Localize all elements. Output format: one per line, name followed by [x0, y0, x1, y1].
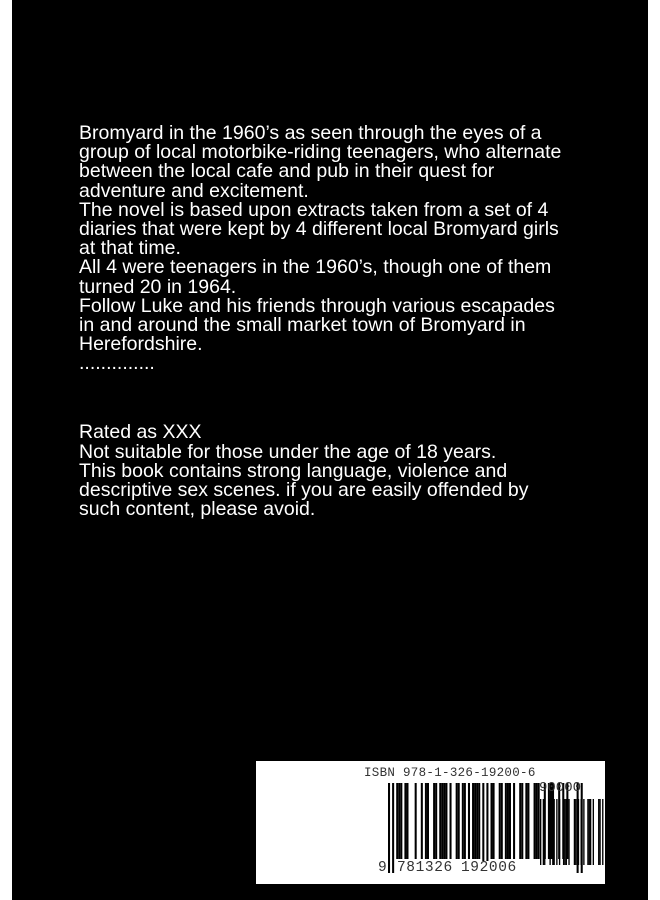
- barcode-bar: [388, 783, 390, 873]
- barcode-bar: [491, 783, 493, 859]
- isbn-barcode: [256, 761, 605, 884]
- barcode-bar: [435, 783, 437, 859]
- addon-bar: [556, 799, 557, 865]
- barcode-bar: [404, 783, 406, 859]
- barcode-bar: [527, 783, 529, 859]
- addon-bar: [544, 799, 545, 865]
- blurb-line: adventure and excitement.: [79, 179, 309, 202]
- barcode-bar: [513, 783, 515, 859]
- addon-bar: [575, 799, 576, 865]
- blurb-line: All 4 were teenagers in the 1960’s, though one of them: [79, 256, 552, 279]
- addon-bar: [568, 799, 569, 865]
- barcode-bar: [462, 783, 464, 859]
- blurb-line: ..............: [79, 352, 155, 375]
- barcode-bar: [468, 783, 470, 859]
- addon-bar: [598, 799, 599, 865]
- addon-bar: [559, 799, 560, 865]
- barcode-bar: [400, 783, 402, 859]
- barcode-bar: [519, 783, 521, 859]
- blurb-line: diaries that were kept by 4 different local Bromyard girls: [79, 217, 559, 240]
- barcode-bar: [392, 783, 394, 873]
- addon-bar: [549, 799, 550, 865]
- barcode-bar: [521, 783, 523, 859]
- barcode-bar: [474, 783, 476, 859]
- barcode-bar: [456, 783, 458, 859]
- ean-left-digits: 781326: [397, 860, 453, 876]
- ean-right-digits: 192006: [461, 860, 517, 876]
- addon-bar: [602, 799, 603, 865]
- ean-first-digit: 9: [378, 860, 387, 876]
- blurb-line: in and around the small market town of Bromyard in: [79, 313, 526, 336]
- addon-bar: [590, 799, 591, 865]
- rating-line: such content, please avoid.: [79, 498, 316, 521]
- blurb-line: Bromyard in the 1960’s as seen through the eyes of a: [79, 122, 542, 144]
- blurb-line: Herefordshire.: [79, 333, 203, 356]
- barcode-bar: [421, 783, 423, 859]
- addon-bar: [554, 799, 555, 865]
- spacer: [79, 373, 561, 423]
- rating-line: Not suitable for those under the age of 18 years.: [79, 440, 497, 463]
- barcode-bar: [509, 783, 511, 859]
- barcode-bar: [501, 783, 503, 859]
- barcode-bar: [493, 783, 495, 859]
- barcode-bar: [536, 783, 538, 859]
- blurb-line: group of local motorbike-riding teenagers, who alternate: [79, 141, 562, 164]
- barcode-bar: [505, 783, 507, 859]
- addon-bar: [566, 799, 567, 865]
- addon-bar: [563, 799, 564, 865]
- barcode-bar: [398, 783, 400, 859]
- barcode-bar: [406, 783, 408, 859]
- blurb-line: turned 20 in 1964.: [79, 275, 237, 298]
- blurb-line: Follow Luke and his friends through various escapades: [79, 294, 555, 317]
- blurb-line: at that time.: [79, 237, 181, 260]
- barcode-bar: [478, 783, 480, 859]
- barcode-bar: [525, 783, 527, 859]
- barcode-bar: [425, 783, 427, 859]
- addon-bar: [581, 799, 582, 865]
- addon-bar: [593, 799, 594, 865]
- barcode-bar: [507, 783, 509, 859]
- addon-bar: [583, 799, 584, 865]
- barcode-bar: [415, 783, 417, 859]
- addon-bar: [574, 799, 575, 865]
- rating-line: This book contains strong language, violence and: [79, 459, 508, 482]
- addon-bar: [552, 799, 553, 865]
- barcode-bar: [472, 783, 474, 859]
- barcode-bar: [534, 783, 536, 859]
- isbn-label: ISBN 978-1-326-19200-6: [364, 766, 536, 780]
- barcode-bar: [427, 783, 429, 859]
- rating-line: descriptive sex scenes. if you are easily offended by: [79, 479, 529, 501]
- addon-bar: [587, 799, 588, 865]
- rating-line: Rated as XXX: [79, 421, 202, 444]
- barcode-bar: [396, 783, 398, 859]
- addon-bar: [599, 799, 600, 865]
- barcode-bar: [476, 783, 478, 859]
- blurb-text: [79, 124, 561, 519]
- barcode-bar: [450, 783, 452, 859]
- barcode-bar: [458, 783, 460, 859]
- addon-bar: [540, 799, 541, 865]
- barcode-bar: [433, 783, 435, 859]
- barcode-bar: [439, 783, 441, 859]
- addon-bar: [564, 799, 565, 865]
- addon-number: 90000: [539, 780, 582, 796]
- barcode-bar: [443, 783, 445, 859]
- barcode-bar: [445, 783, 447, 859]
- addon-bar: [589, 799, 590, 865]
- blurb-line: between the local cafe and pub in their quest for: [79, 160, 495, 183]
- addon-bar: [578, 799, 579, 865]
- barcode-bar: [499, 783, 501, 859]
- blurb-line: The novel is based upon extracts taken from a set of 4: [79, 198, 549, 221]
- barcode-bar: [464, 783, 466, 859]
- barcode-bar: [441, 783, 443, 859]
- addon-bar: [543, 799, 544, 865]
